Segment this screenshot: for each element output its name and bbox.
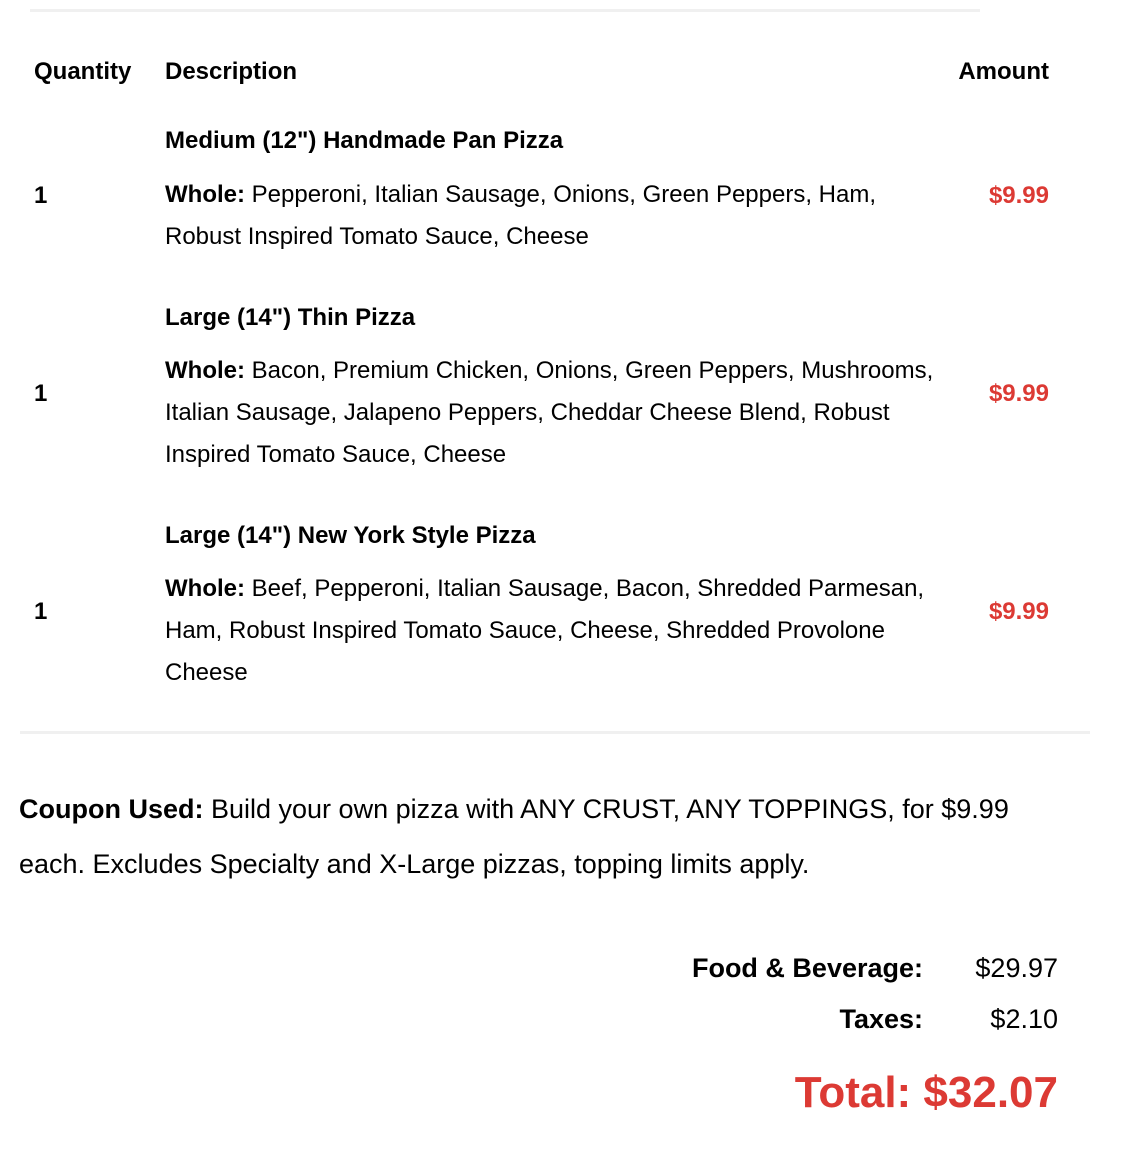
- toppings-text: Beef, Pepperoni, Italian Sausage, Bacon, Shredded Parmesan, Ham, Robust Inspired Tomato Sauce, Cheese, Shredded Provolone Cheese: [165, 575, 925, 686]
- item-name: Large (14") Thin Pizza: [165, 304, 416, 331]
- item-quantity: 1: [34, 380, 48, 407]
- items-divider: [20, 731, 1090, 734]
- toppings-label: Whole:: [165, 357, 245, 384]
- toppings-label: Whole:: [165, 181, 245, 208]
- food-beverage-value: $29.97: [975, 953, 1058, 983]
- item-toppings: [165, 350, 935, 476]
- item-toppings: [165, 174, 935, 258]
- taxes-label: Taxes:: [839, 1004, 923, 1034]
- item-name: Large (14") New York Style Pizza: [165, 522, 536, 549]
- item-name: Medium (12") Handmade Pan Pizza: [165, 127, 564, 154]
- item-amount: $9.99: [988, 182, 1049, 209]
- food-beverage-label: Food & Beverage:: [691, 953, 923, 983]
- top-divider: [30, 9, 980, 12]
- order-total: Total: $32.07: [794, 1068, 1058, 1117]
- taxes-value: $2.10: [990, 1004, 1058, 1034]
- amount-header: Amount: [958, 58, 1049, 85]
- description-header: Description: [165, 58, 298, 85]
- coupon-description: [19, 782, 1069, 892]
- toppings-text: Pepperoni, Italian Sausage, Onions, Green Peppers, Ham, Robust Inspired Tomato Sauce, Cheese: [165, 181, 877, 250]
- item-quantity: 1: [34, 598, 48, 625]
- coupon-label: Coupon Used:: [19, 794, 204, 824]
- item-amount: $9.99: [988, 598, 1049, 625]
- item-amount: $9.99: [988, 380, 1049, 407]
- toppings-text: Bacon, Premium Chicken, Onions, Green Peppers, Mushrooms, Italian Sausage, Jalapeno Peppers, Cheddar Cheese Blend, Robust Inspired Tomato Sauce, Cheese: [165, 357, 934, 468]
- quantity-header: Quantity: [34, 58, 132, 85]
- item-toppings: [165, 568, 935, 694]
- item-quantity: 1: [34, 182, 48, 209]
- coupon-text: Build your own pizza with ANY CRUST, ANY TOPPINGS, for $9.99 each. Excludes Specialty and X-Large pizzas, topping limits apply.: [19, 794, 1009, 879]
- toppings-label: Whole:: [165, 575, 245, 602]
